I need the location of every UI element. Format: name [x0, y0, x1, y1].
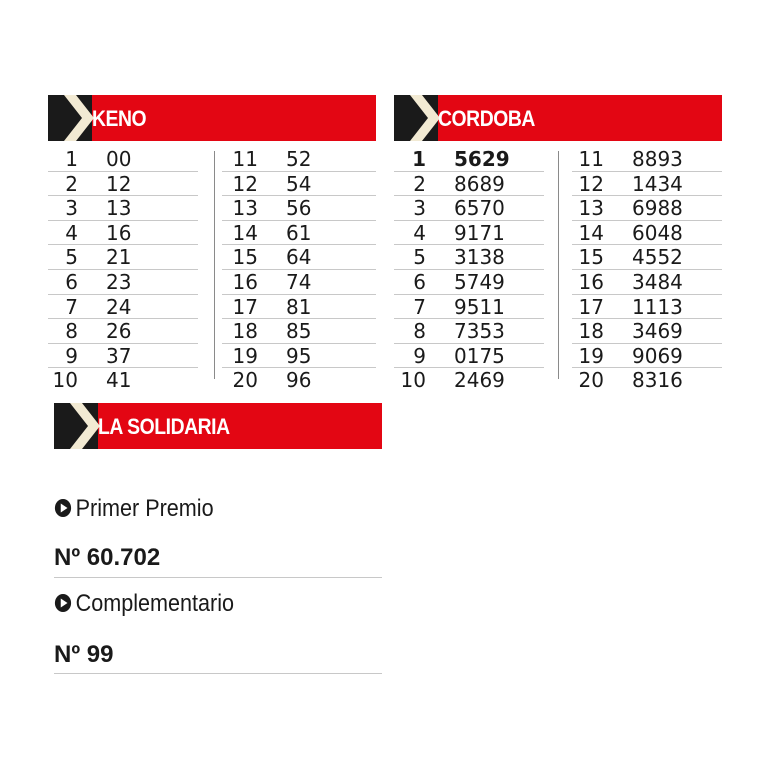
draw-position: 12	[232, 171, 258, 196]
draw-position: 12	[578, 171, 604, 196]
result-row	[222, 344, 376, 369]
result-row	[48, 196, 198, 221]
result-row	[572, 172, 722, 197]
result-row	[222, 270, 376, 295]
result-row	[222, 172, 376, 197]
draw-position: 2	[65, 171, 78, 196]
draw-number: 5749	[454, 269, 505, 294]
result-row	[572, 319, 722, 344]
draw-number: 3484	[632, 269, 683, 294]
result-row	[394, 368, 544, 392]
keno-panel	[48, 95, 376, 393]
result-row	[222, 245, 376, 270]
draw-position: 20	[232, 368, 258, 393]
result-row	[572, 196, 722, 221]
draw-number: 26	[106, 319, 132, 344]
draw-number: 6048	[632, 220, 683, 245]
draw-number: 9069	[632, 343, 683, 368]
draw-position: 17	[578, 294, 604, 319]
result-row	[222, 295, 376, 320]
draw-position: 8	[413, 319, 426, 344]
draw-number: 8689	[454, 171, 505, 196]
draw-position: 16	[578, 269, 604, 294]
draw-position: 3	[413, 196, 426, 221]
cordoba-column-left	[394, 147, 544, 392]
cordoba-column-right	[572, 147, 722, 392]
draw-position: 15	[232, 245, 258, 270]
first-prize-label-text: Primer Premio	[75, 495, 214, 522]
draw-position: 18	[578, 319, 604, 344]
first-prize-label	[54, 495, 349, 523]
result-row	[48, 368, 198, 392]
draw-position: 19	[578, 343, 604, 368]
draw-number: 12	[106, 171, 132, 196]
result-row	[572, 147, 722, 172]
draw-number: 3138	[454, 245, 505, 270]
result-row	[572, 295, 722, 320]
draw-number: 1434	[632, 171, 683, 196]
draw-position: 13	[232, 196, 258, 221]
result-row	[48, 295, 198, 320]
draw-position: 17	[232, 294, 258, 319]
draw-position: 11	[232, 147, 258, 171]
draw-number: 13	[106, 196, 132, 221]
result-row	[222, 147, 376, 172]
draw-position: 10	[52, 368, 78, 393]
column-divider	[214, 151, 215, 379]
complementary-label	[54, 590, 349, 618]
result-row	[394, 295, 544, 320]
draw-number: 8316	[632, 368, 683, 393]
result-row	[48, 344, 198, 369]
keno-column-right	[222, 147, 376, 392]
draw-number: 64	[286, 245, 312, 270]
draw-position: 7	[413, 294, 426, 319]
draw-position: 15	[578, 245, 604, 270]
draw-position: 11	[578, 147, 604, 171]
result-row	[394, 319, 544, 344]
result-row	[48, 319, 198, 344]
draw-number: 8893	[632, 147, 683, 171]
draw-number: 5629	[454, 147, 510, 171]
result-row	[394, 172, 544, 197]
cordoba-panel	[394, 95, 722, 393]
draw-number: 9511	[454, 294, 505, 319]
cordoba-title: CORDOBA	[438, 106, 535, 131]
draw-position: 9	[65, 343, 78, 368]
result-row	[48, 270, 198, 295]
draw-number: 16	[106, 220, 132, 245]
first-prize-number: Nº 60.702	[54, 544, 161, 571]
draw-position: 16	[232, 269, 258, 294]
column-divider	[558, 151, 559, 379]
draw-number: 0175	[454, 343, 505, 368]
result-row	[572, 368, 722, 392]
result-row	[394, 196, 544, 221]
draw-position: 2	[413, 171, 426, 196]
draw-number: 74	[286, 269, 312, 294]
result-row	[222, 319, 376, 344]
draw-number: 96	[286, 368, 312, 393]
draw-number: 52	[286, 147, 312, 171]
solidaria-title: LA SOLIDARIA	[98, 414, 230, 439]
draw-position: 1	[65, 147, 78, 171]
draw-number: 00	[106, 147, 132, 171]
draw-number: 61	[286, 220, 312, 245]
result-row	[48, 172, 198, 197]
solidaria-header	[54, 403, 382, 449]
result-row	[222, 368, 376, 392]
result-row	[394, 245, 544, 270]
draw-number: 3469	[632, 319, 683, 344]
solidaria-panel	[54, 403, 382, 683]
result-row	[48, 221, 198, 246]
result-row	[222, 196, 376, 221]
result-row	[394, 147, 544, 172]
complementary-label-text: Complementario	[75, 590, 235, 617]
draw-number: 95	[286, 343, 312, 368]
draw-position: 5	[413, 245, 426, 270]
result-row	[572, 344, 722, 369]
draw-number: 7353	[454, 319, 505, 344]
draw-position: 14	[232, 220, 258, 245]
draw-position: 14	[578, 220, 604, 245]
draw-number: 4552	[632, 245, 683, 270]
draw-number: 37	[106, 343, 132, 368]
result-row	[394, 344, 544, 369]
result-row	[48, 245, 198, 270]
separator-line	[54, 673, 382, 674]
draw-position: 13	[578, 196, 604, 221]
draw-number: 81	[286, 294, 312, 319]
draw-number: 54	[286, 171, 312, 196]
play-icon	[54, 593, 72, 613]
separator-line	[54, 577, 382, 578]
draw-position: 10	[400, 368, 426, 393]
draw-position: 5	[65, 245, 78, 270]
draw-position: 4	[413, 220, 426, 245]
result-row	[394, 270, 544, 295]
draw-position: 3	[65, 196, 78, 221]
result-row	[48, 147, 198, 172]
result-row	[222, 221, 376, 246]
draw-position: 20	[578, 368, 604, 393]
draw-position: 19	[232, 343, 258, 368]
keno-title: KENO	[92, 106, 147, 131]
draw-position: 1	[412, 147, 426, 171]
result-row	[394, 221, 544, 246]
draw-number: 9171	[454, 220, 505, 245]
draw-number: 1113	[632, 294, 683, 319]
draw-number: 41	[106, 368, 132, 393]
draw-position: 9	[413, 343, 426, 368]
draw-position: 8	[65, 319, 78, 344]
draw-number: 56	[286, 196, 312, 221]
complementary-number: Nº 99	[54, 641, 114, 668]
draw-position: 4	[65, 220, 78, 245]
draw-position: 7	[65, 294, 78, 319]
keno-column-left	[48, 147, 198, 392]
draw-position: 6	[413, 269, 426, 294]
draw-number: 23	[106, 269, 132, 294]
draw-position: 6	[65, 269, 78, 294]
draw-number: 6988	[632, 196, 683, 221]
result-row	[572, 270, 722, 295]
draw-number: 21	[106, 245, 132, 270]
play-icon	[54, 498, 72, 518]
result-row	[572, 245, 722, 270]
draw-number: 6570	[454, 196, 505, 221]
draw-number: 24	[106, 294, 132, 319]
result-row	[572, 221, 722, 246]
draw-number: 85	[286, 319, 312, 344]
draw-number: 2469	[454, 368, 505, 393]
cordoba-header	[394, 95, 722, 141]
keno-header	[48, 95, 376, 141]
draw-position: 18	[232, 319, 258, 344]
